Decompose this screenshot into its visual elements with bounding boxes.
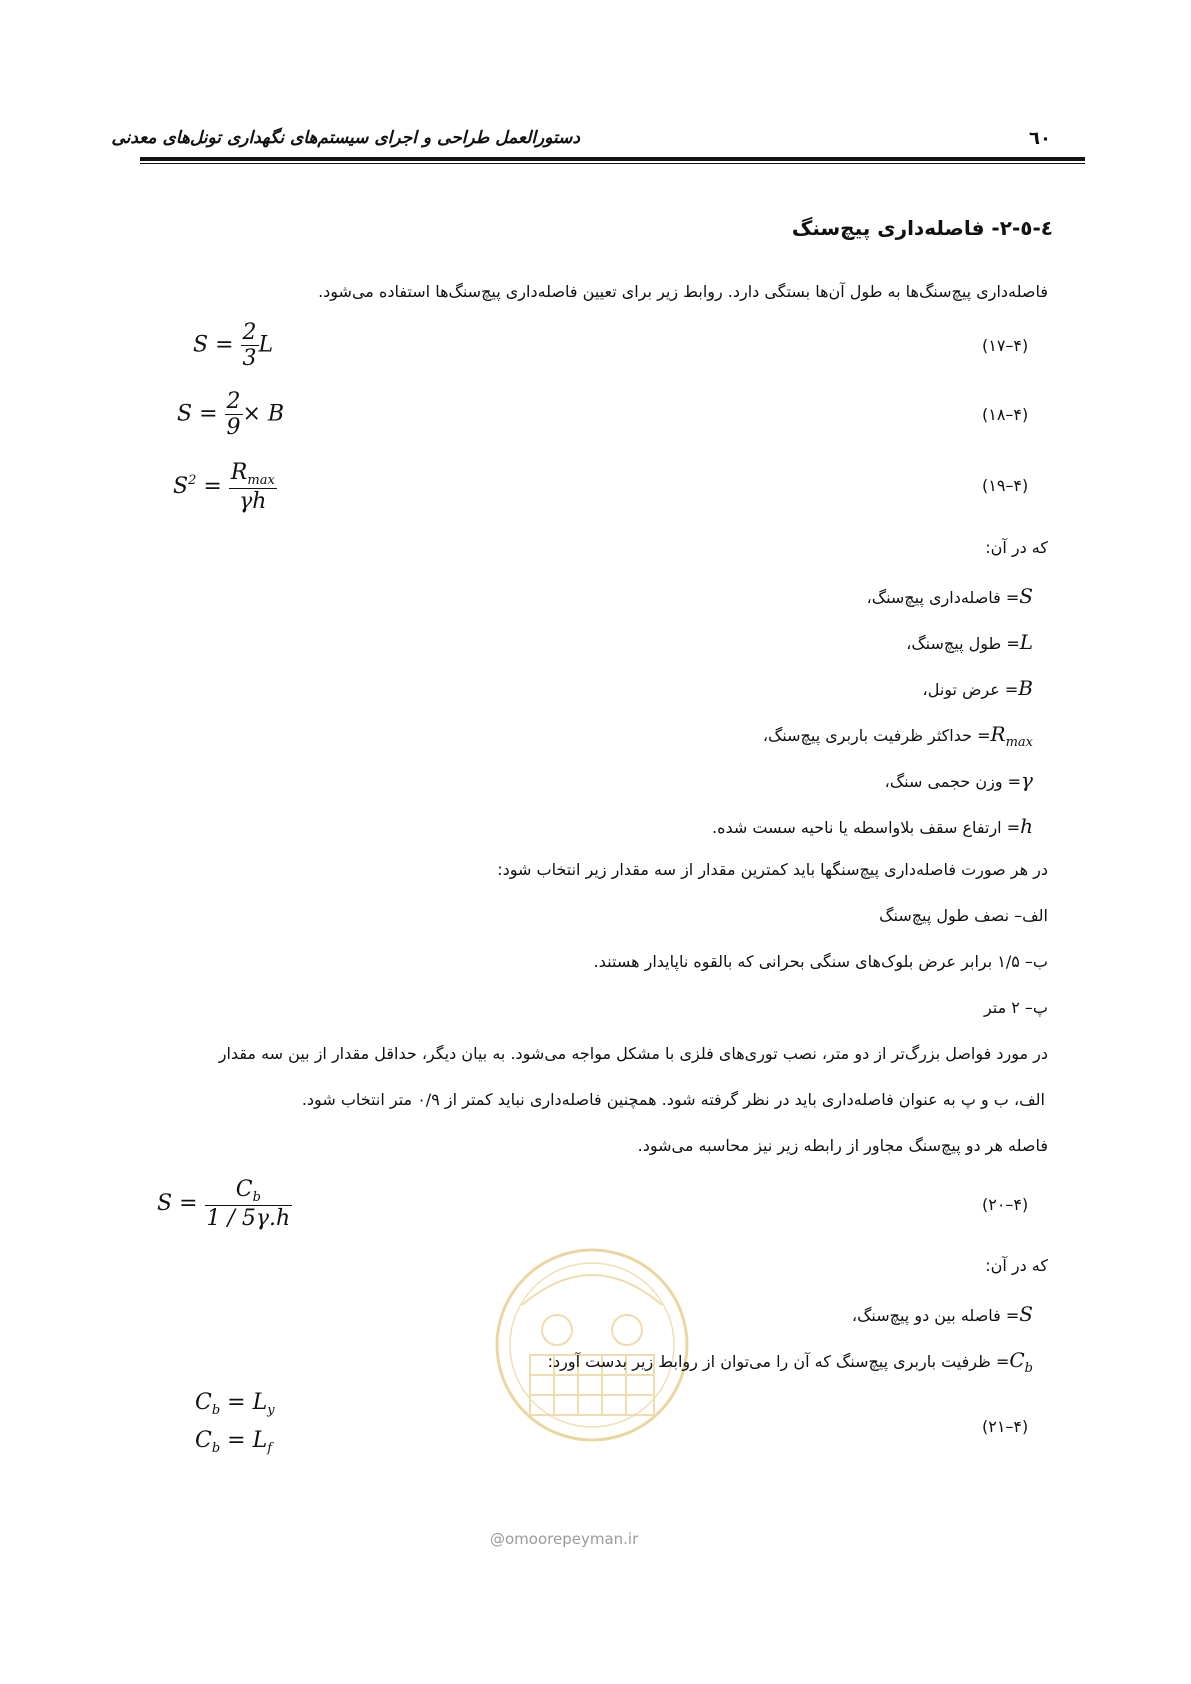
- equation-18: S = $\frac{2}{9}$ × B: [177, 389, 285, 440]
- definition-S: S= فاصله‌داری پیچ‌سنگ،: [866, 584, 1033, 608]
- rule-intro: در هر صورت فاصله‌داری پیچ‌سنگها باید کمترین مقدار از سه مقدار زیر انتخاب شود:: [497, 860, 1048, 879]
- intro-paragraph: فاصله‌داری پیچ‌سنگ‌ها به طول آن‌ها بستگی دارد. روابط زیر برای تعیین فاصله‌داری پیچ‌سنگ‌ها استفاده می‌شود.: [318, 282, 1048, 301]
- watermark-seal: [482, 1245, 702, 1445]
- option-alef: الف– نصف طول پیچ‌سنگ: [879, 906, 1048, 925]
- equation-17: S = $\frac{2}{3}$ L: [193, 320, 274, 371]
- equation-20: S = $\frac{C_b}{1 / 5\gamma.h}$: [157, 1177, 291, 1231]
- adjacent-text: فاصله هر دو پیچ‌سنگ مجاور از رابطه زیر نیز محاسبه می‌شود.: [637, 1136, 1048, 1155]
- equation-21-line-1: $C_b = L_y$: [195, 1390, 275, 1418]
- equation-20-label: (۲۰–۴): [982, 1195, 1029, 1214]
- page-number: ٦٠: [1029, 128, 1051, 149]
- section-title: فاصله‌داری پیچ‌سنگ: [791, 216, 985, 240]
- equation-19: $S^2$ = $\frac{R_{max}}{\gamma h}$: [173, 460, 275, 514]
- equation-17-label: (۱۷–۴): [982, 336, 1029, 355]
- definition-gamma: γ= وزن حجمی سنگ،: [884, 768, 1033, 792]
- definition-S-2: S= فاصله بین دو پیچ‌سنگ،: [851, 1302, 1033, 1326]
- equation-21-line-2: $C_b = L_f$: [195, 1428, 273, 1456]
- definition-h: h= ارتفاع سقف بلاواسطه یا ناحیه سست شده.: [712, 814, 1033, 838]
- option-pe: پ– ۲ متر: [983, 998, 1048, 1017]
- header-rule-thick: [140, 157, 1085, 161]
- equation-21-label: (۲۱–۴): [982, 1417, 1029, 1436]
- definition-L: L= طول پیچ‌سنگ،: [906, 630, 1033, 654]
- section-number: ٤-٥-٢-: [991, 216, 1053, 240]
- where-label: که در آن:: [985, 538, 1048, 557]
- header-rule-thin: [140, 163, 1085, 164]
- watermark-text: @omoorepeyman.ir: [490, 1530, 639, 1548]
- paragraph-line-1: در مورد فواصل بزرگ‌تر از دو متر، نصب توری‌های فلزی با مشکل مواجه می‌شود. به بیان دیگر، حداقل مقدار از بین سه مقدار: [218, 1044, 1048, 1063]
- equation-18-label: (۱۸–۴): [982, 405, 1029, 424]
- option-be: ب– ۱/۵ برابر عرض بلوک‌های سنگی بحرانی که بالقوه ناپایدار هستند.: [593, 952, 1048, 971]
- running-header-title: دستورالعمل طراحی و اجرای سیستم‌های نگهداری تونل‌های معدنی: [111, 128, 580, 148]
- paragraph-line-2: الف، ب و پ به عنوان فاصله‌داری باید در نظر گرفته شود. همچنین فاصله‌داری نباید کمتر از ۰/۹ متر انتخاب شود.: [301, 1090, 1045, 1109]
- where-label-2: که در آن:: [985, 1256, 1048, 1275]
- definition-Cb: $C_b=$ ظرفیت باربری پیچ‌سنگ که آن را می‌توان از روابط زیر بدست آورد:: [547, 1348, 1033, 1376]
- definition-B: B= عرض تونل،: [922, 676, 1033, 700]
- section-heading: [792, 216, 1053, 240]
- definition-Rmax: $R_{max}=$ حداکثر ظرفیت باربری پیچ‌سنگ،: [762, 722, 1033, 750]
- equation-19-label: (۱۹–۴): [982, 476, 1029, 495]
